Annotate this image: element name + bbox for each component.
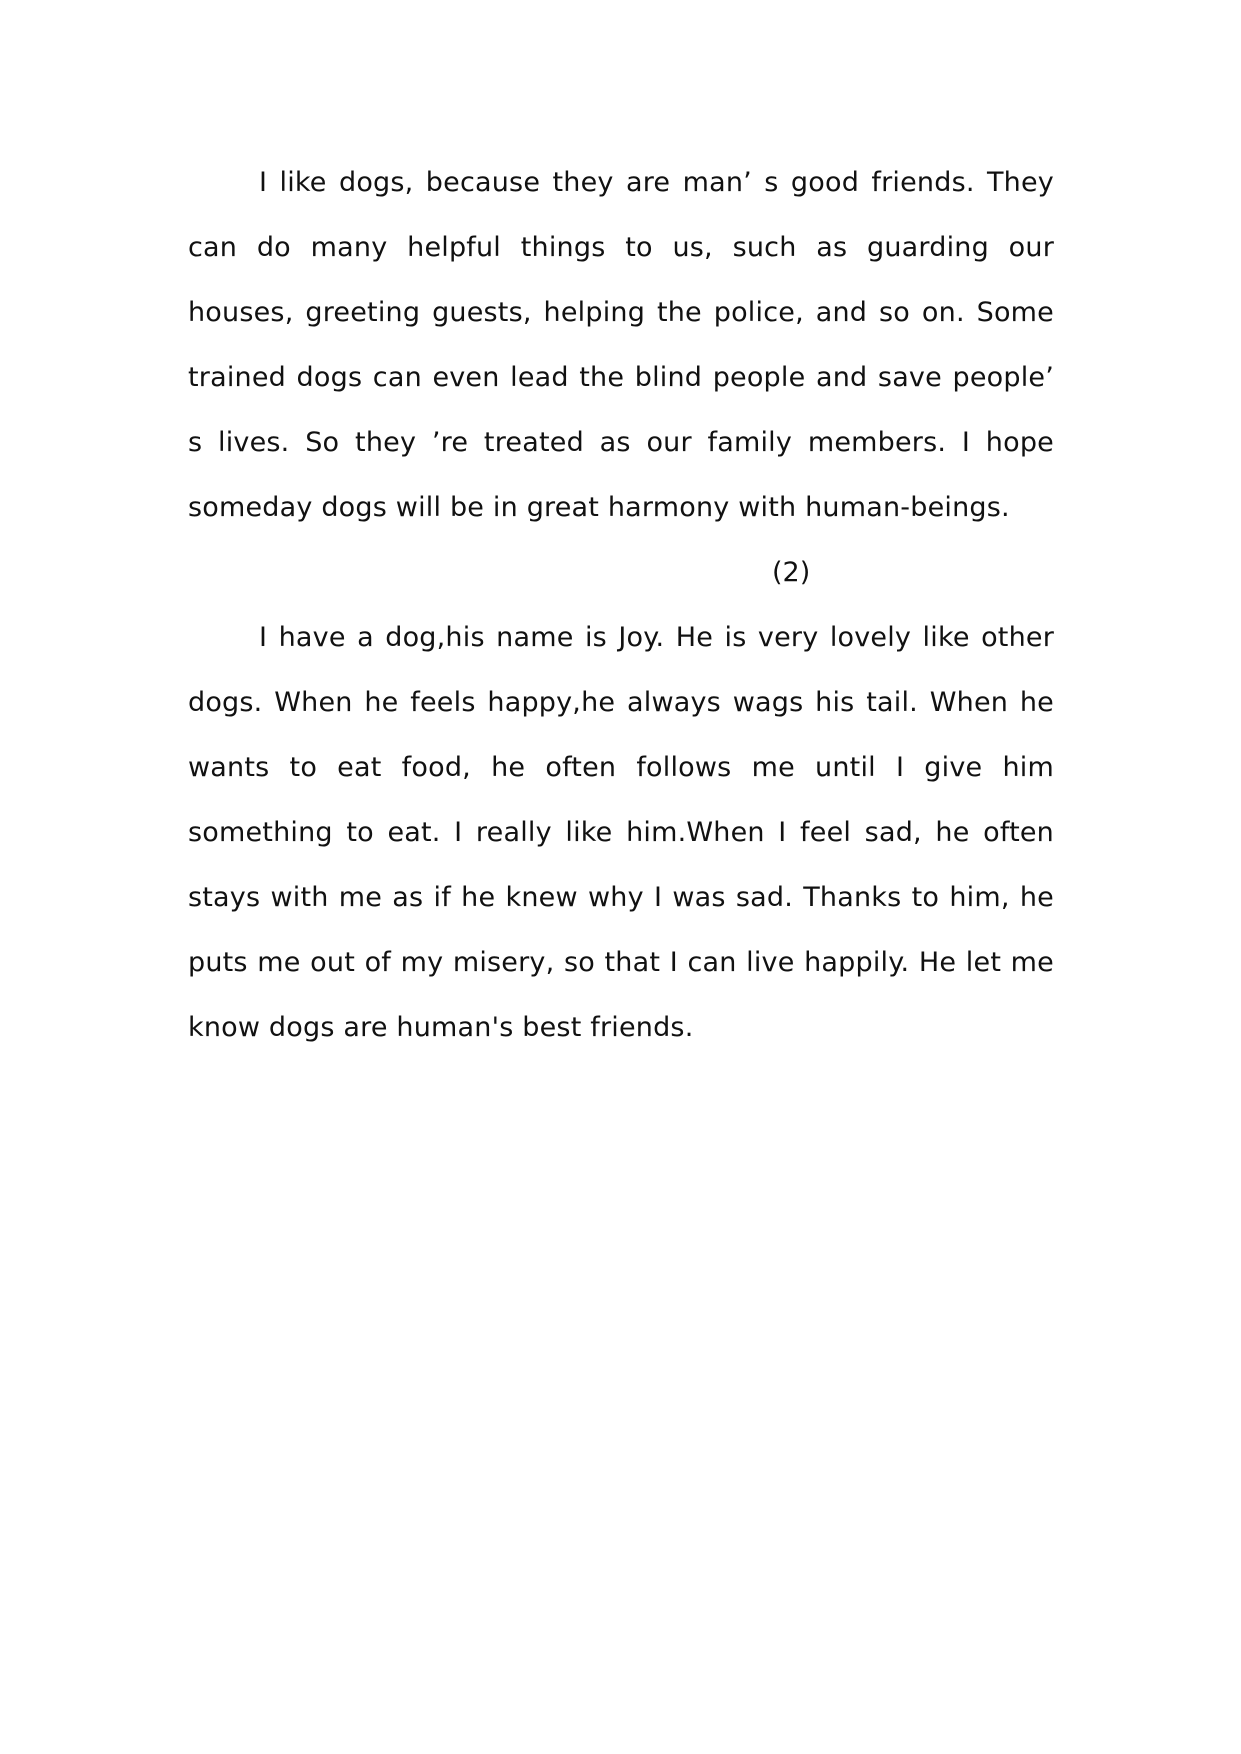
essay-paragraph-1: I like dogs, because they are man’ s good friends. They can do many helpful things to us, such as guarding our houses, greeting guests, helping the police, and so on. Some trained dogs can even lead the blind people and save people’ s lives. So they ’re treated as our family members. I hope someday dogs will be in great harmony with human-beings. bbox=[188, 167, 1054, 523]
document-page bbox=[188, 150, 1054, 1060]
section-number: (2) bbox=[772, 557, 811, 588]
essay-paragraph-2: I have a dog,his name is Joy. He is very lovely like other dogs. When he feels happy,he always wags his tail. When he wants to eat food, he often follows me until I give him something to eat. I really like him.When I feel sad, he often stays with me as if he knew why I was sad. Thanks to him, he puts me out of my misery, so that I can live happily. He let me know dogs are human's best friends. bbox=[188, 622, 1054, 1043]
